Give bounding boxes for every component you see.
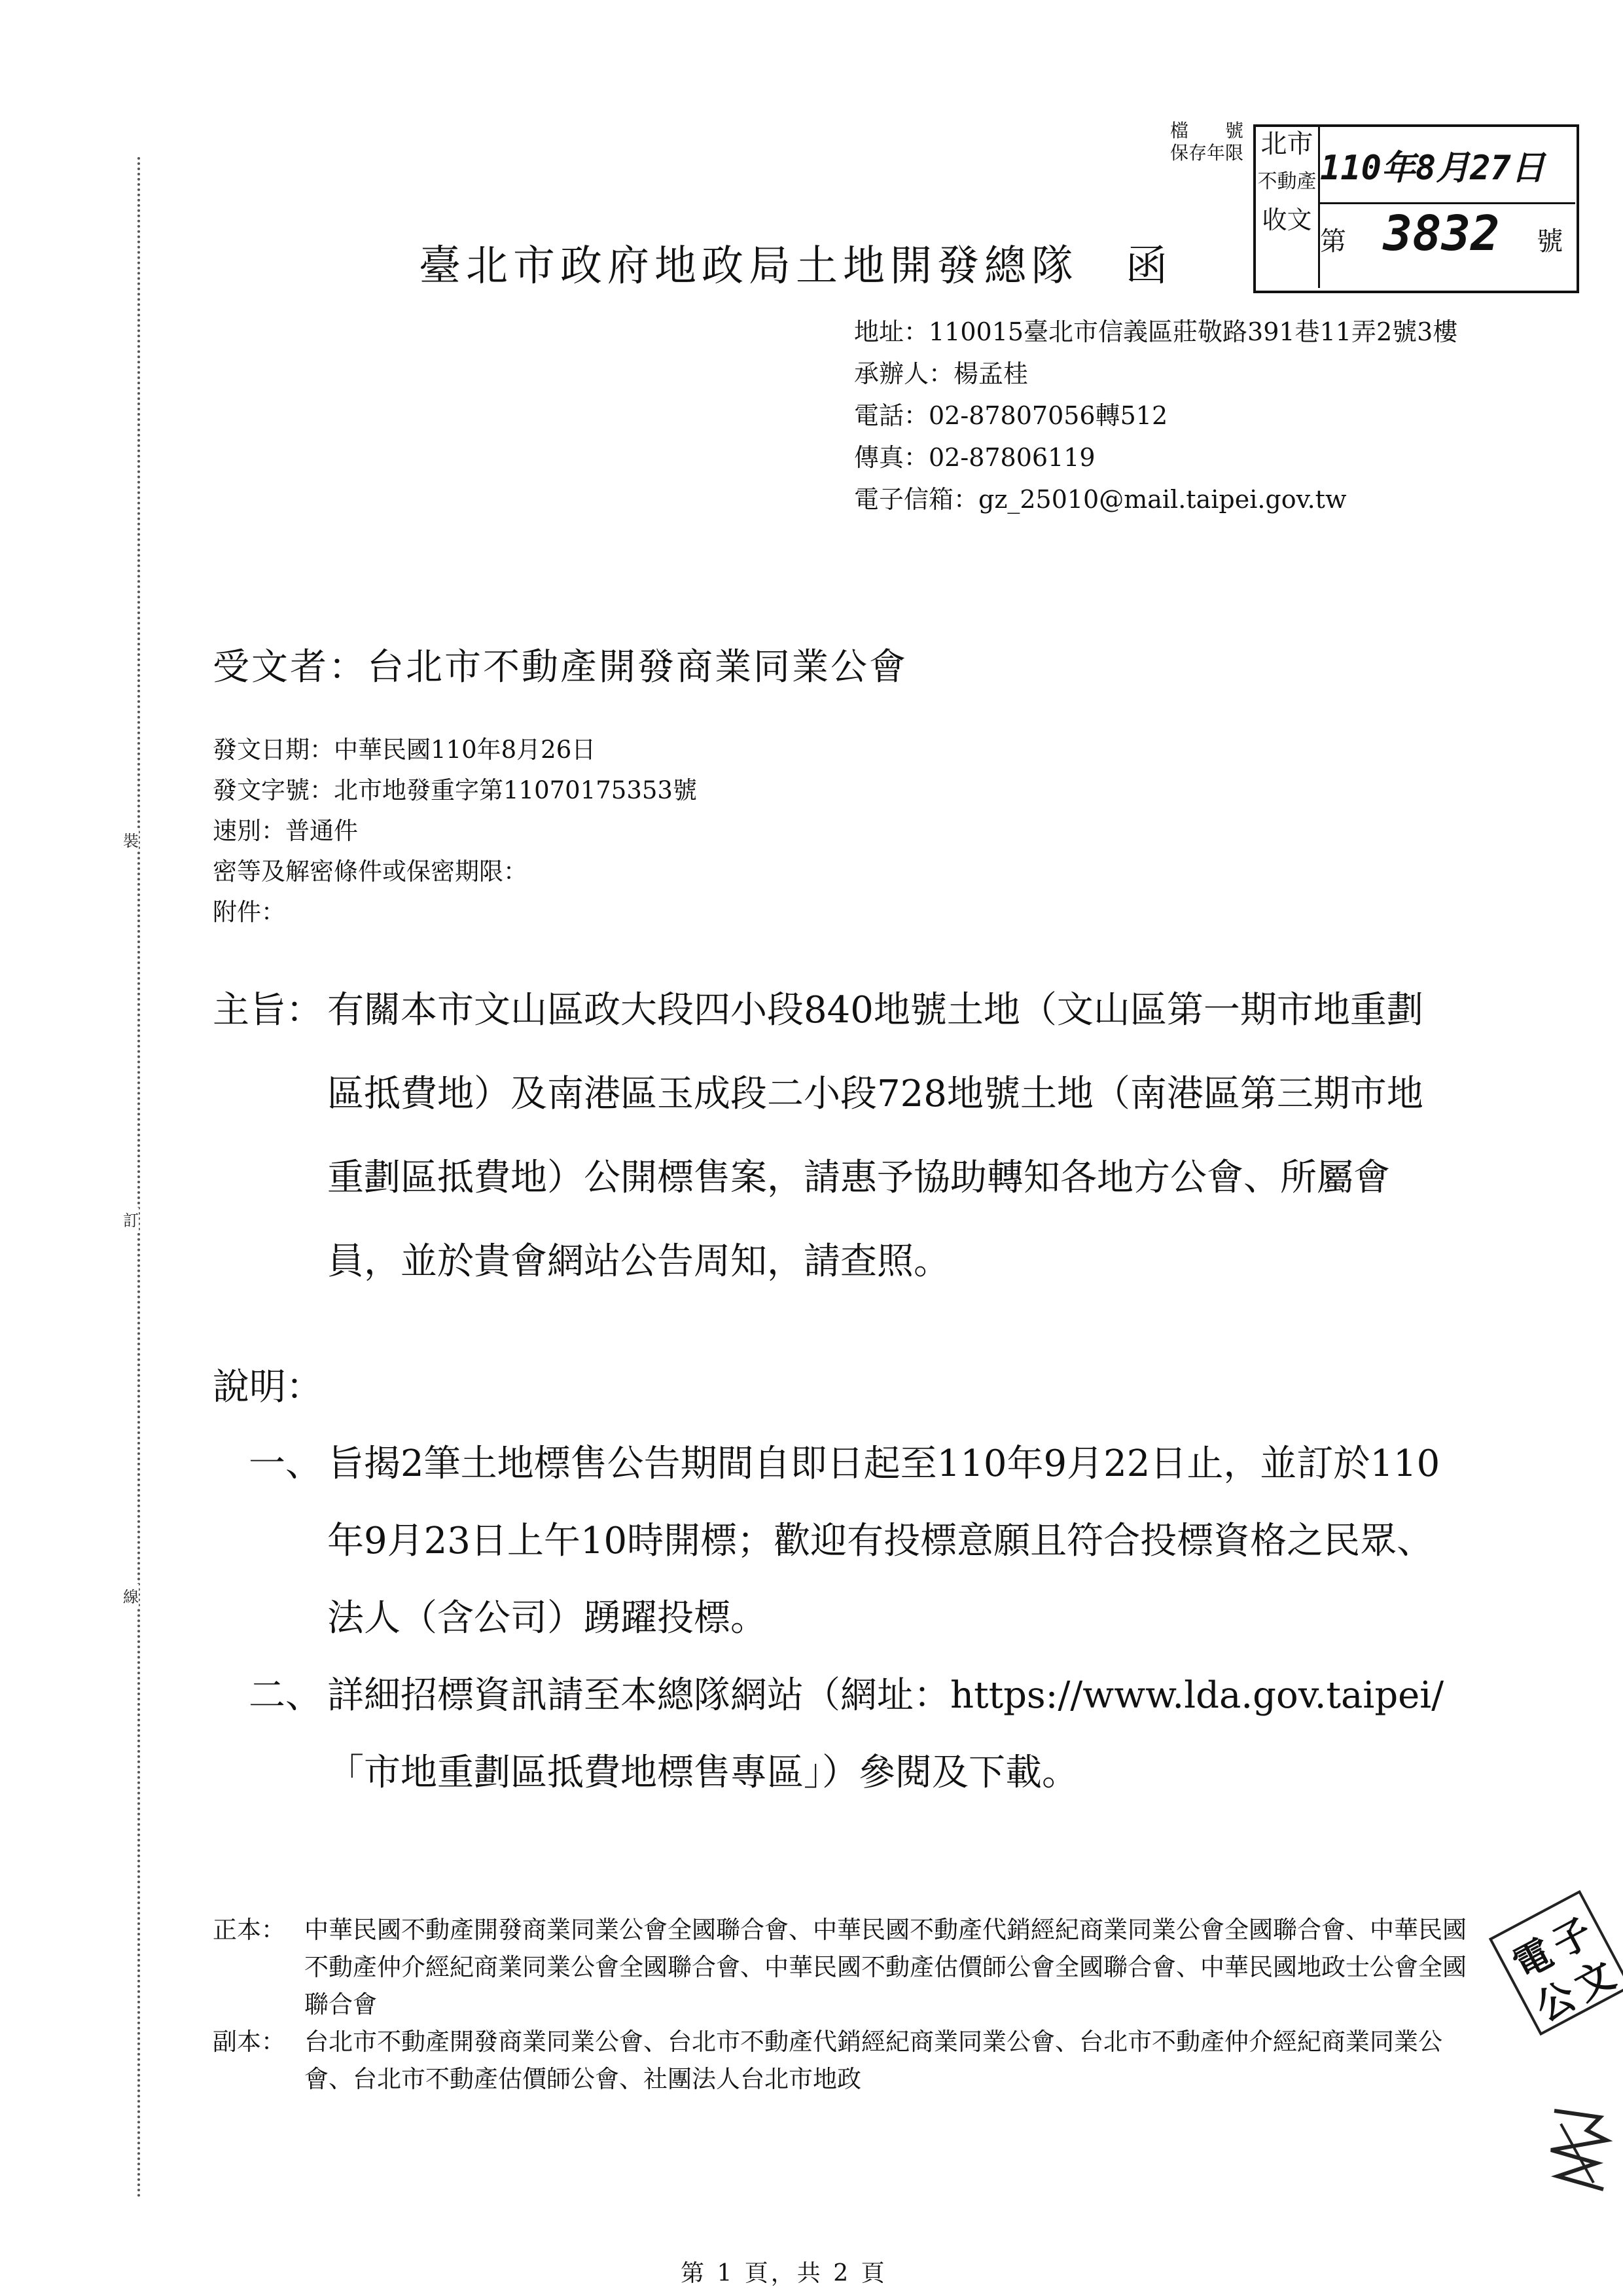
stamp-office bbox=[1256, 127, 1320, 288]
main-copies-text: 中華民國不動產開發商業同業公會全國聯合會、中華民國不動產代銷經紀商業同業公會全國聯合會、中華民國不動產仲介經紀商業同業公會全國聯合會、中華民國不動產估價師公會全國聯合會、中華民國地政士公會全國聯合會 bbox=[304, 1916, 1467, 2018]
retention-label: 保存年限 bbox=[1169, 142, 1243, 164]
contact-handler: 承辦人：楊孟桂 bbox=[854, 359, 1029, 388]
stamp-number-value: 3832 bbox=[1383, 206, 1500, 262]
contact-address: 地址：110015臺北市信義區莊敬路391巷11弄2號3樓 bbox=[854, 317, 1458, 346]
subject-paragraph bbox=[213, 969, 1450, 1304]
explanation-item-2 bbox=[249, 1657, 1446, 1812]
meta-block bbox=[213, 730, 697, 933]
stamp-office-recv: 收文 bbox=[1262, 206, 1312, 234]
stamp-date-text: 110年8月27日 bbox=[1320, 149, 1545, 188]
stamp-office-city: 北市 bbox=[1260, 129, 1313, 159]
stamp-number-suffix: 號 bbox=[1537, 226, 1563, 257]
attachment: 附件： bbox=[213, 898, 285, 926]
subject-block bbox=[213, 969, 1450, 1304]
estamp-char-3: 公 bbox=[1528, 1973, 1583, 2030]
main-copies-label: 正本： bbox=[213, 1916, 285, 1944]
recipient: 受文者：台北市不動產開發商業同業公會 bbox=[213, 646, 908, 689]
item-number: 二、 bbox=[249, 1674, 322, 1717]
stamp-office-dept: 不動產 bbox=[1257, 170, 1317, 193]
estamp-char-4: 文 bbox=[1567, 1952, 1622, 2009]
subject-label: 主旨： bbox=[213, 989, 323, 1031]
document-title: 臺北市政府地政局土地開發總隊 函 bbox=[419, 242, 1173, 291]
explanation-label: 說明： bbox=[213, 1366, 323, 1408]
stamp-number bbox=[1320, 206, 1575, 284]
stamp-number-prefix: 第 bbox=[1320, 226, 1346, 257]
receipt-stamp bbox=[1253, 124, 1579, 293]
issue-date: 發文日期：中華民國110年8月26日 bbox=[213, 736, 596, 764]
main-copies bbox=[213, 1911, 1469, 2023]
cc-copies-text: 台北市不動產開發商業同業公會、台北市不動產代銷經紀商業同業公會、台北市不動產仲介經紀商業同業公會、台北市不動產估價師公會、社團法人台北市地政 bbox=[304, 2028, 1442, 2093]
cc-copies bbox=[213, 2023, 1469, 2098]
binding-mark-zhuang: 裝 bbox=[123, 828, 139, 851]
explanation-item-1 bbox=[249, 1426, 1446, 1657]
cc-copies-label: 副本： bbox=[213, 2028, 285, 2056]
contact-phone: 電話：02-87807056轉512 bbox=[854, 401, 1168, 430]
seal-scribble bbox=[1541, 2104, 1613, 2196]
binding-line bbox=[137, 157, 140, 2199]
page-footer: 第 1 頁，共 2 頁 bbox=[681, 2260, 887, 2287]
contact-fax: 傳真：02-87806119 bbox=[854, 443, 1096, 472]
item-number: 一、 bbox=[249, 1443, 322, 1485]
binding-mark-ding: 訂 bbox=[123, 1208, 139, 1230]
item-text: 詳細招標資訊請至本總隊網站（網址：https://www.lda.gov.taipei/「市地重劃區抵費地標售專區」）參閱及下載。 bbox=[327, 1674, 1444, 1794]
estamp-char-1: 電 bbox=[1505, 1930, 1560, 1988]
electronic-document-stamp bbox=[1489, 1890, 1623, 2036]
stamp-labels bbox=[1135, 120, 1243, 164]
subject-text: 有關本市文山區政大段四小段840地號土地（文山區第一期市地重劃區抵費地）及南港區玉成段二小段728地號土地（南港區第三期市地重劃區抵費地）公開標售案，請惠予協助轉知各地方公會、所屬會員，並於貴會網站公告周知，請查照。 bbox=[327, 989, 1423, 1283]
copies-block bbox=[213, 1911, 1469, 2098]
estamp-char-2: 子 bbox=[1544, 1909, 1599, 1967]
reference-number: 發文字號：北市地發重字第11070175353號 bbox=[213, 776, 697, 804]
stamp-date bbox=[1320, 140, 1575, 204]
speed-class: 速別：普通件 bbox=[213, 817, 358, 845]
contact-email: 電子信箱：gz_25010@mail.taipei.gov.tw bbox=[854, 485, 1347, 514]
binding-mark-xian: 線 bbox=[123, 1584, 139, 1607]
secrecy-level: 密等及解密條件或保密期限： bbox=[213, 857, 527, 886]
file-number-label: 檔 號 bbox=[1169, 120, 1243, 141]
item-text: 旨揭2筆土地標售公告期間自即日起至110年9月22日止，並訂於110年9月23日上午10時開標；歡迎有投標意願且符合投標資格之民眾、法人（含公司）踴躍投標。 bbox=[327, 1443, 1440, 1640]
contact-block bbox=[854, 311, 1476, 520]
